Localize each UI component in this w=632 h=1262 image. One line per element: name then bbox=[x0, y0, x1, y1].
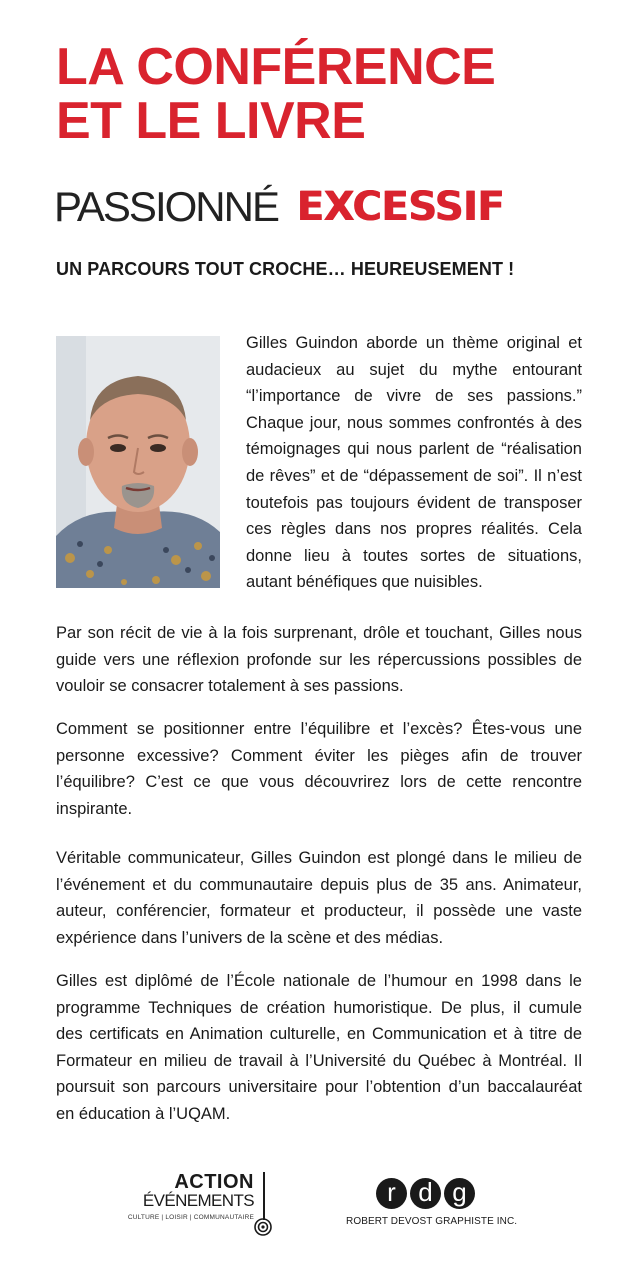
rdg-letter-r: r bbox=[376, 1178, 407, 1209]
rdg-letter-circles bbox=[376, 1178, 475, 1210]
action-evenements-logo bbox=[120, 1170, 280, 1240]
target-icon bbox=[254, 1218, 272, 1236]
headline-line-1: LA CONFÉRENCE bbox=[56, 38, 496, 96]
book-title bbox=[54, 182, 614, 232]
rdg-letter-g: g bbox=[444, 1178, 475, 1209]
logo-action-word: ACTION bbox=[174, 1171, 254, 1193]
rdg-letter-d: d bbox=[410, 1178, 441, 1209]
book-title-bold: EXCESSIF bbox=[296, 184, 504, 230]
intro-paragraph: Gilles Guindon aborde un thème original et audacieux au sujet du mythe entourant “l’importance de vivre de ses passions.” Chaque jour, nous sommes confrontés à des témoignages qui nous parlent de “réalisation de rêves” et de “dépassement de soi”. Il n’est toutefois pas toujours évident de transposer ces règles dans nos propres réalités. Cela donne lieu à toutes sortes de situations, autant bénéfiques que nuisibles. bbox=[246, 334, 582, 592]
tagline: UN PARCOURS TOUT CROCHE… HEUREUSEMENT ! bbox=[56, 259, 515, 279]
paragraph-4: Gilles est diplômé de l’École nationale de l’humour en 1998 dans le programme Techniques de création humoristique. De plus, il cumule des certificats en Animation culturelle, en Communication et à titre de Formateur en milieu de travail à l’Université du Québec à Montréal. Il poursuit son parcours universitaire pour l’obtention d’un baccalauréat en éducation à l’UQAM. bbox=[56, 972, 582, 1123]
logo-action-subtitle: CULTURE | LOISIR | COMMUNAUTAIRE bbox=[127, 1214, 254, 1221]
logo-divider-line bbox=[263, 1172, 265, 1220]
paragraph-2: Comment se positionner entre l’équilibre et l’excès? Êtes-vous une personne excessive? Comment éviter les pièges afin de trouver l’équilibre? C’est ce que vous découvrirez lors de cette rencontre inspirante. bbox=[56, 720, 582, 818]
headline bbox=[56, 40, 616, 148]
rdg-company-name: ROBERT DEVOST GRAPHISTE INC. bbox=[346, 1216, 518, 1227]
rdg-logo bbox=[346, 1178, 516, 1238]
book-title-light: PASSIONNÉ bbox=[54, 183, 278, 230]
logo-evenements-word: ÉVÉNEMENTS bbox=[142, 1191, 254, 1210]
author-photo bbox=[56, 336, 220, 588]
author-portrait-illustration bbox=[56, 336, 220, 588]
paragraph-1: Par son récit de vie à la fois surprenant, drôle et touchant, Gilles nous guide vers une réflexion profonde sur les répercussions possibles de vouloir se consacrer totalement à ses passions. bbox=[56, 624, 582, 696]
paragraph-3: Véritable communicateur, Gilles Guindon est plongé dans le milieu de l’événement et du communautaire depuis plus de 35 ans. Animateur, auteur, conférencier, formateur et producteur, il possède une vaste expérience dans l’univers de la scène et des médias. bbox=[56, 849, 582, 947]
headline-line-2: ET LE LIVRE bbox=[56, 92, 366, 150]
